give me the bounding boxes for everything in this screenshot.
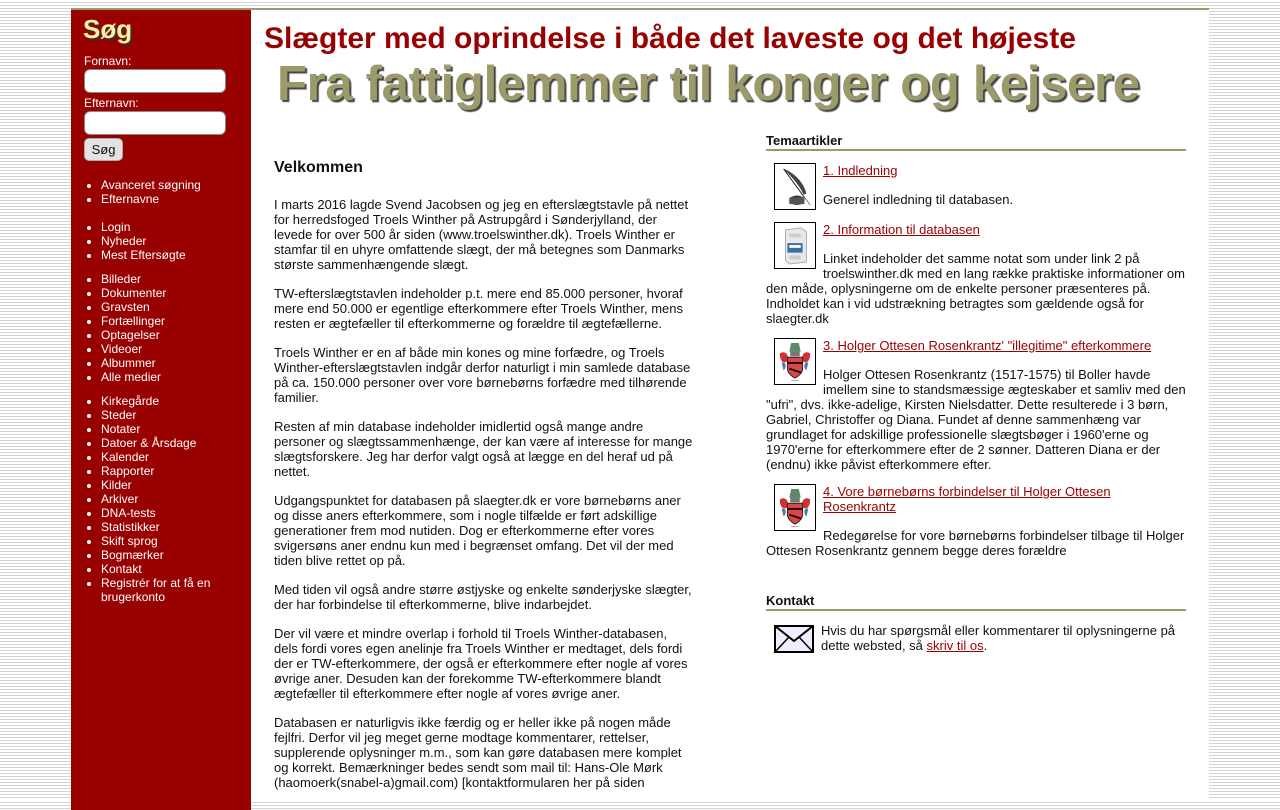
article-item [766, 338, 1186, 472]
welcome-paragraph: Databasen er naturligvis ikke færdig og er heller ikke på nogen måde fejlfri. Derfor vil jeg meget gerne modtage kommentarer, rettelser, supplerende oplysninger m.m., som kan gøre databasen mere komplet og korrekt. Bemærkninger bedes sendt som mail til: Hans-Ole Mørk (haomoerk(snabel-a)gmail.com) [kontaktformularen her på siden [274, 715, 682, 790]
sidebar-item[interactable] [101, 478, 241, 492]
sidebar-heading: Søg [83, 14, 133, 44]
sidebar-item[interactable] [101, 342, 241, 356]
sidebar-item[interactable] [101, 562, 241, 576]
sidebar-item[interactable] [101, 356, 241, 370]
sidebar-link[interactable]: Gravsten [101, 300, 150, 314]
sidebar-group-info [71, 394, 241, 604]
sidebar-link[interactable]: Kontakt [101, 562, 142, 576]
sidebar-item[interactable] [101, 248, 241, 262]
sidebar-link[interactable]: Datoer & Årsdage [101, 436, 197, 450]
sidebar-link[interactable]: Login [101, 220, 131, 234]
sidebar-link[interactable]: Rapporter [101, 464, 155, 478]
sidebar-item[interactable] [101, 220, 241, 234]
welcome-paragraph: Der vil være et mindre overlap i forhold til Troels Winther-databasen, dels fordi vores egen anelinje fra Troels Winther er medtaget, dels fordi der er TW-efterkommere, der også er efterkommere efter nogle af vores øvrige aner. Desuden kan der forekomme TW-efterkommere blandt ægtefæller til efterkommere efter nogle af vores øvrige aner. [274, 626, 688, 701]
sidebar-link[interactable]: DNA-tests [101, 506, 156, 520]
article-link[interactable]: 1. Indledning [823, 163, 898, 178]
sidebar-item[interactable] [101, 314, 241, 328]
envelope-icon [774, 625, 814, 653]
welcome-paragraph: Udgangspunktet for databasen på slaegter.dk er vore børnebørns aner og disse aners efterkommere, som i nogle tilfælde er ført adskillige generationer frem mod nutiden. Dog er efterkommerne efter vores svigersøns aner endnu kun med i begrænset omfang. Det vil der med tiden blive rettet op på. [274, 493, 681, 568]
contact-block [766, 623, 1186, 653]
search-button[interactable]: Søg [84, 138, 123, 161]
article-description: Generel indledning til databasen. [823, 192, 1014, 207]
search-sidebar [71, 10, 251, 810]
welcome-paragraph: Resten af min database indeholder imidlertid også mange andre personer og slægtssammenhænge, der kan være af interesse for mange slægtsforskere. Jeg har derfor valgt også at lægge en del heraf ud på nettet. [274, 419, 693, 479]
article-item [766, 163, 1186, 210]
sidebar-item[interactable] [101, 534, 241, 548]
file-cabinet-icon[interactable] [774, 222, 816, 269]
sidebar-link[interactable]: Albummer [101, 356, 156, 370]
sidebar-link[interactable]: Avanceret søgning [101, 178, 201, 192]
quill-icon[interactable] [774, 163, 816, 210]
sidebar-link[interactable]: Kilder [101, 478, 132, 492]
last-name-label: Efternavn: [84, 96, 139, 110]
articles-list [766, 163, 1186, 558]
sidebar-link[interactable]: Kalender [101, 450, 150, 464]
sidebar-link[interactable]: Alle medier [101, 370, 162, 384]
contact-text-end: . [983, 638, 988, 653]
sidebar-link[interactable]: Arkiver [101, 492, 139, 506]
sidebar-link[interactable]: Videoer [101, 342, 143, 356]
sidebar-link[interactable]: Notater [101, 422, 141, 436]
sidebar-item[interactable] [101, 506, 241, 520]
sidebar-link[interactable]: Steder [101, 408, 137, 422]
sidebar-item[interactable] [101, 286, 241, 300]
sidebar-item[interactable] [101, 328, 241, 342]
article-link[interactable]: 3. Holger Ottesen Rosenkrantz' "illegitime" efterkommere [823, 338, 1152, 353]
sidebar-item[interactable] [101, 272, 241, 286]
welcome-text [274, 197, 694, 790]
sidebar-item[interactable] [101, 436, 241, 450]
sidebar-item[interactable] [101, 192, 241, 206]
first-name-input[interactable] [84, 69, 226, 93]
sidebar-link[interactable]: Skift sprog [101, 534, 158, 548]
welcome-paragraph: I marts 2016 lagde Svend Jacobsen og jeg en efterslægtstavle på nettet for herredsfoged Troels Winther på Astrupgård i Sønderjylland, der levede for over 500 år siden (www.troelswinther.dk). Troels Winther er stamfar til en uhyre omfattende slægt, der må betegnes som Danmarks største sammenhængende slægt. [274, 197, 689, 272]
page-container [71, 8, 1209, 802]
welcome-heading: Velkommen [274, 159, 363, 176]
sidebar-link[interactable]: Nyheder [101, 234, 147, 248]
last-name-input[interactable] [84, 111, 226, 135]
welcome-section [274, 160, 694, 804]
sidebar-link[interactable]: Statistikker [101, 520, 160, 534]
sidebar-item[interactable] [101, 422, 241, 436]
sidebar-item[interactable] [101, 464, 241, 478]
article-description: Holger Ottesen Rosenkrantz (1517-1575) til Boller havde imellem sine to standsmæssige ægteskaber et samliv med den "ufri", dvs. ikke-adelige, Kirsten Nielsdatter. Dette resulterede i 3 børn, Gabriel, Christoffer og Diana. Fundet af denne sammenhæng var grundlaget for adskillige professionelle slægtsbøger i 1960'erne og 1970'erne for efterkommere efter de 2 sønner. Datteren Diana er der (endnu) ikke påvist efterkommere efter. [766, 367, 1186, 472]
sidebar-group-account [71, 220, 241, 262]
article-description: Linket indeholder det samme notat som under link 2 på troelswinther.dk med en lang række praktiske informationer om den måde, oplysningerne om de enkelte personer præsenteres på. Indholdet kan i vid udstrækning betragtes som gældende også for slaegter.dk [766, 251, 1185, 326]
sidebar-item[interactable] [101, 576, 241, 604]
contact-link[interactable]: skriv til os [926, 638, 984, 653]
sidebar-item[interactable] [101, 450, 241, 464]
sidebar-item[interactable] [101, 300, 241, 314]
coat-of-arms-icon[interactable] [774, 338, 816, 385]
article-link[interactable]: 2. Information til databasen [823, 222, 980, 237]
sidebar-item[interactable] [101, 234, 241, 248]
article-item [766, 484, 1186, 558]
sidebar-link[interactable]: Mest Eftersøgte [101, 248, 186, 262]
sidebar-link[interactable]: Registrér for at få en brugerkonto [101, 576, 211, 604]
coat-of-arms-icon[interactable] [774, 484, 816, 531]
sidebar-link[interactable]: Bogmærker [101, 548, 164, 562]
article-link[interactable]: 4. Vore børnebørns forbindelser til Holger Ottesen Rosenkrantz [823, 484, 1111, 514]
sidebar-item[interactable] [101, 492, 241, 506]
welcome-paragraph: Troels Winther er en af både min kones og mine forfædre, og Troels Winther-efterslægtstavlen indgår derfor naturligt i min samlede database på ca. 150.000 personer over vore børnebørns forfædre med tilhørende familier. [274, 345, 691, 405]
sidebar-item[interactable] [101, 548, 241, 562]
welcome-paragraph: TW-efterslægtstavlen indeholder p.t. mere end 85.000 personer, hvoraf mere end 50.000 er egentlige efterkommere efter Troels Winther, mens resten er ægtefæller til efterkommerne og forældre til ægtefællerne. [274, 286, 683, 331]
sidebar-item[interactable] [101, 178, 241, 192]
sidebar-link[interactable]: Fortællinger [101, 314, 166, 328]
article-item [766, 222, 1186, 326]
right-column [766, 133, 1186, 653]
contact-heading: Kontakt [766, 593, 1186, 611]
sidebar-group-media [71, 272, 241, 384]
site-title: Slægter med oprindelse i både det laveste og det højeste [264, 22, 1076, 55]
articles-heading: Temaartikler [766, 133, 1186, 151]
sidebar-link[interactable]: Billeder [101, 272, 142, 286]
first-name-label: Fornavn: [84, 54, 132, 68]
sidebar-item[interactable] [101, 408, 241, 422]
article-description: Redegørelse for vore børnebørns forbindelser tilbage til Holger Ottesen Rosenkrantz gennem begge deres forældre [766, 528, 1185, 558]
sidebar-link[interactable]: Dokumenter [101, 286, 167, 300]
sidebar-item[interactable] [101, 394, 241, 408]
site-subtitle: Fra fattiglemmer til konger og kejsere [277, 57, 1140, 111]
contact-text: Hvis du har spørgsmål eller kommentarer til oplysningerne på dette websted, så [821, 623, 1176, 653]
sidebar-item[interactable] [101, 370, 241, 384]
welcome-paragraph: Med tiden vil også andre større østjyske og enkelte sønderjyske slægter, der har forbindelse til efterkommerne, blive indarbejdet. [274, 582, 692, 612]
sidebar-link[interactable]: Efternavne [101, 192, 160, 206]
sidebar-link[interactable]: Optagelser [101, 328, 160, 342]
sidebar-link[interactable]: Kirkegårde [101, 394, 160, 408]
sidebar-group-search [71, 178, 241, 206]
sidebar-item[interactable] [101, 520, 241, 534]
